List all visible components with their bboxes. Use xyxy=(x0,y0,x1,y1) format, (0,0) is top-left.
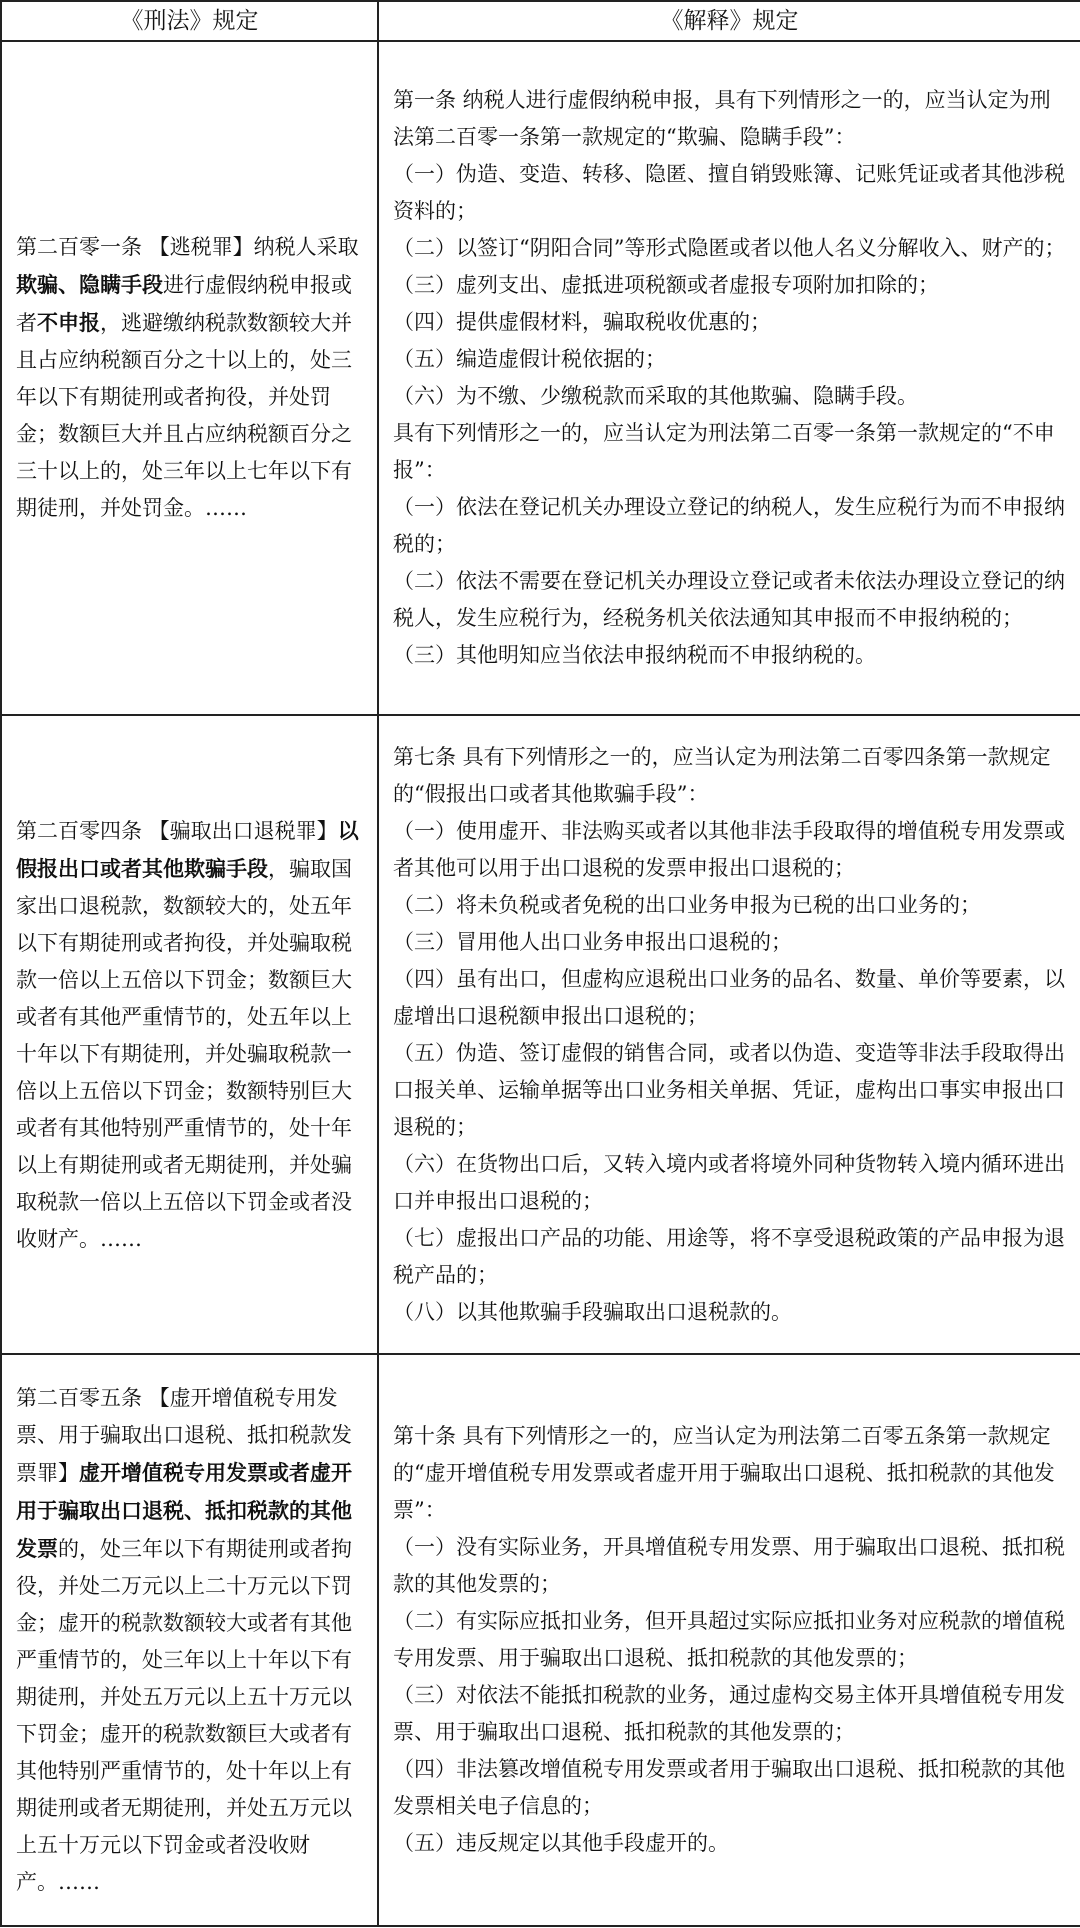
table-row xyxy=(1,715,1080,1354)
interpretation-item: （四）虽有出口，但虚构应退税出口业务的品名、数量、单价等要素，以虚增出口退税额申报出口退税的； xyxy=(393,966,1065,1028)
interpretation-item: （三）对依法不能抵扣税款的业务，通过虚构交易主体开具增值税专用发票、用于骗取出口退税、抵扣税款的其他发票的； xyxy=(393,1683,1065,1744)
table-header-row xyxy=(1,1,1080,41)
interpretation-article xyxy=(378,41,1080,715)
header-interpretation: 《解释》规定 xyxy=(378,1,1080,41)
interpretation-item: （六）在货物出口后，又转入境内或者将境外同种货物转入境内循环进出口并申报出口退税的； xyxy=(393,1151,1065,1213)
interpretation-item: （二）依法不需要在登记机关办理设立登记或者未依法办理设立登记的纳税人，发生应税行为，经税务机关依法通知其申报而不申报纳税的； xyxy=(393,569,1065,630)
interpretation-item: （二）以签订“阴阳合同”等形式隐匿或者以他人名义分解收入、财产的； xyxy=(393,236,1066,260)
interpretation-item: （一）没有实际业务，开具增值税专用发票、用于骗取出口退税、抵扣税款的其他发票的； xyxy=(393,1535,1065,1596)
emphasized-text: 虚开增值税专用发票或者虚开用于骗取出口退税、抵扣税款的其他发票 xyxy=(16,1459,352,1561)
interpretation-item: （三）虚列支出、虚抵进项税额或者虚报专项附加扣除的； xyxy=(393,273,939,297)
emphasized-text: 不申报 xyxy=(37,310,100,335)
interpretation-item: 具有下列情形之一的，应当认定为刑法第二百零一条第一款规定的“不申报”： xyxy=(393,421,1055,482)
article-text: ，骗取国家出口退税款，数额较大的，处五年以下有期徒刑或者拘役，并处骗取税款一倍以上五倍以下罚金；数额巨大或者有其他严重情节的，处五年以上十年以下有期徒刑，并处骗取税款一倍以上五倍以下罚金；数额特别巨大或者有其他特别严重情节的，处十年以上有期徒刑或者无期徒刑，并处骗取税款一倍以上五倍以下罚金或者没收财产。…… xyxy=(16,856,352,1251)
interpretation-item: （七）虚报出口产品的功能、用途等，将不享受退税政策的产品申报为退税产品的； xyxy=(393,1225,1065,1287)
criminal-law-article xyxy=(1,41,378,715)
criminal-law-article xyxy=(1,1354,378,1926)
interpretation-item: （八）以其他欺骗手段骗取出口退税款的。 xyxy=(393,1299,792,1324)
article-text: 第二百零四条 【骗取出口退税罪】 xyxy=(16,818,338,843)
article-text: ，逃避缴纳税款数额较大并且占应纳税额百分之十以上的，处三年以下有期徒刑或者拘役，并处罚金；数额巨大并且占应纳税额百分之三十以上的，处三年以上七年以下有期徒刑，并处罚金。…… xyxy=(16,311,352,520)
interpretation-item: （一）依法在登记机关办理设立登记的纳税人，发生应税行为而不申报纳税的； xyxy=(393,495,1065,556)
interpretation-item: （三）其他明知应当依法申报纳税而不申报纳税的。 xyxy=(393,643,876,667)
criminal-law-article xyxy=(1,715,378,1354)
interpretation-item: （三）冒用他人出口业务申报出口退税的； xyxy=(393,929,792,954)
interpretation-item: （一）使用虚开、非法购买或者以其他非法手段取得的增值税专用发票或者其他可以用于出口退税的发票申报出口退税的； xyxy=(393,818,1065,880)
article-text: 第二百零一条 【逃税罪】纳税人采取 xyxy=(16,235,359,259)
interpretation-item: （二）有实际应抵扣业务，但开具超过实际应抵扣业务对应税款的增值税专用发票、用于骗取出口退税、抵扣税款的其他发票的； xyxy=(393,1609,1065,1670)
interpretation-item: （四）提供虚假材料，骗取税收优惠的； xyxy=(393,310,771,334)
interpretation-lead: 第七条 具有下列情形之一的，应当认定为刑法第二百零四条第一款规定的“假报出口或者其他欺骗手段”： xyxy=(393,744,1051,806)
interpretation-article xyxy=(378,1354,1080,1926)
header-criminal-law: 《刑法》规定 xyxy=(1,1,378,41)
emphasized-text: 欺骗、隐瞒手段 xyxy=(16,272,163,297)
interpretation-item: （一）伪造、变造、转移、隐匿、擅自销毁账簿、记账凭证或者其他涉税资料的； xyxy=(393,162,1065,223)
interpretation-item: （五）编造虚假计税依据的； xyxy=(393,347,666,371)
article-text: 的，处三年以下有期徒刑或者拘役，并处二万元以上二十万元以下罚金；虚开的税款数额较大或者有其他严重情节的，处三年以上十年以下有期徒刑，并处五万元以上五十万元以下罚金；虚开的税款数额巨大或者有其他特别严重情节的，处十年以上有期徒刑或者无期徒刑，并处五万元以上五十万元以下罚金或者没收财产。…… xyxy=(16,1536,352,1894)
interpretation-item: （五）违反规定以其他手段虚开的。 xyxy=(393,1831,729,1855)
interpretation-lead: 第十条 具有下列情形之一的，应当认定为刑法第二百零五条第一款规定的“虚开增值税专用发票或者虚开用于骗取出口退税、抵扣税款的其他发票”： xyxy=(393,1424,1055,1522)
interpretation-article xyxy=(378,715,1080,1354)
table-row xyxy=(1,41,1080,715)
interpretation-item: （二）将未负税或者免税的出口业务申报为已税的出口业务的； xyxy=(393,892,981,917)
article-text: 进行虚假纳税申报或者 xyxy=(16,273,352,335)
interpretation-item: （六）为不缴、少缴税款而采取的其他欺骗、隐瞒手段。 xyxy=(393,384,918,408)
emphasized-text: 以假报出口或者其他欺骗手段 xyxy=(16,817,359,881)
interpretation-item: （四）非法篡改增值税专用发票或者用于骗取出口退税、抵扣税款的其他发票相关电子信息的； xyxy=(393,1757,1065,1818)
interpretation-item: （五）伪造、签订虚假的销售合同，或者以伪造、变造等非法手段取得出口报关单、运输单据等出口业务相关单据、凭证，虚构出口事实申报出口退税的； xyxy=(393,1040,1065,1139)
interpretation-lead: 第一条 纳税人进行虚假纳税申报，具有下列情形之一的，应当认定为刑法第二百零一条第一款规定的“欺骗、隐瞒手段”： xyxy=(393,88,1051,149)
article-text: 第二百零五条 【虚开增值税专用发票、用于骗取出口退税、抵扣税款发票罪】 xyxy=(16,1385,352,1485)
table-row xyxy=(1,1354,1080,1926)
